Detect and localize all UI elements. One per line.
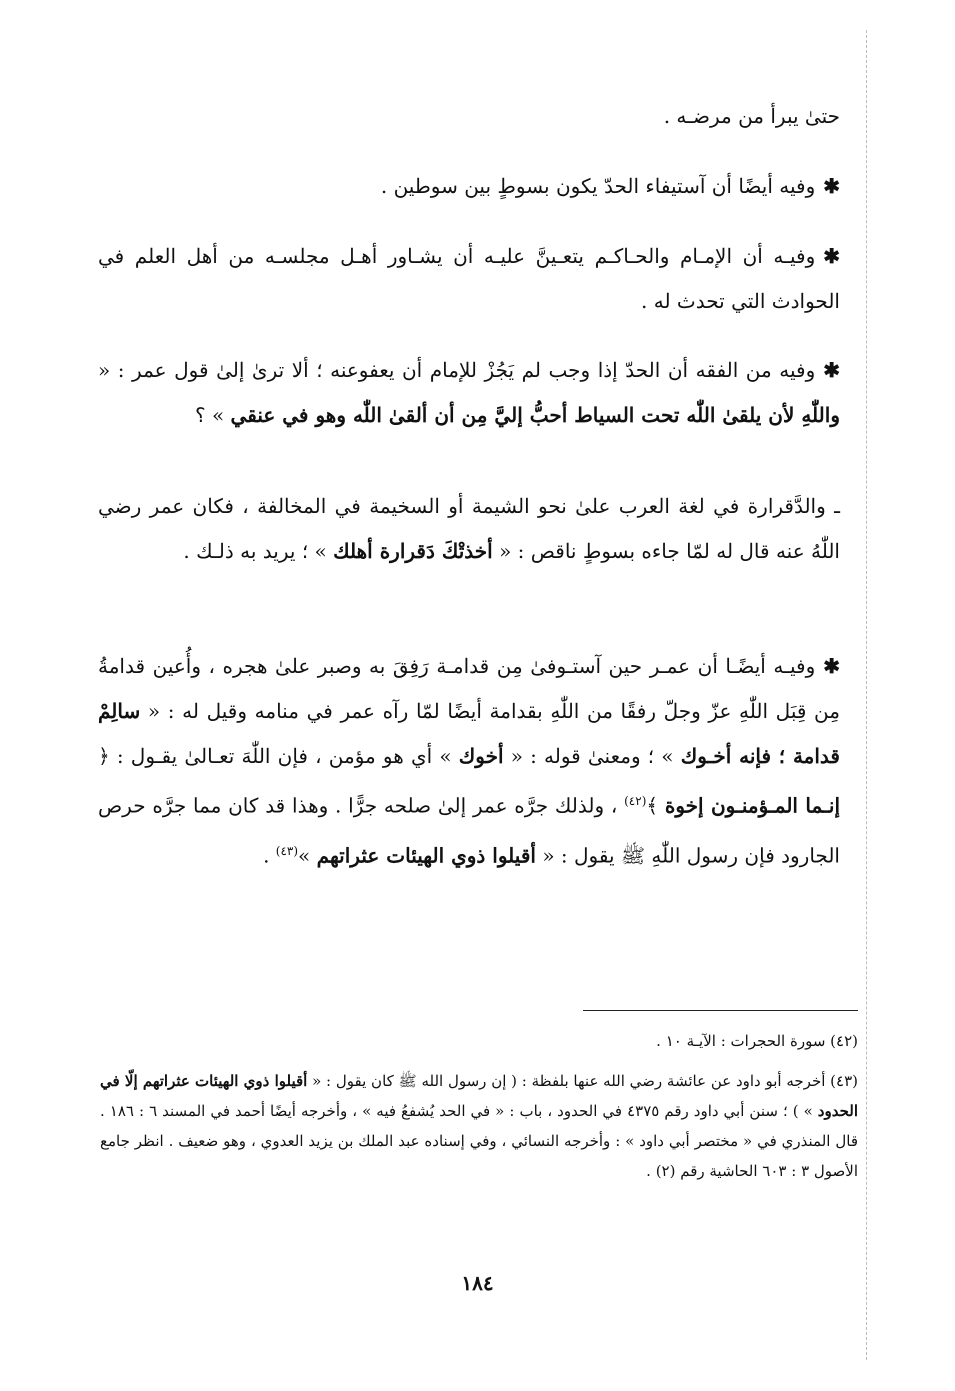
bullet-star-icon: ✱ <box>823 174 840 198</box>
paragraph-imam-consult: ✱وفيـه أن الإمـام والحـاكـم يتعـينَّ عليـه أن يشـاور أهـل مجلسـه من أهل العلم في الحوادث التي تحدث له . <box>98 244 840 313</box>
paragraph-qudama: ✱وفيـه أيضًـا أن عمـر حين آستـوفىٰ مِن قدامـة رَفِقَ به وصبر علىٰ هجره ، وأُعين قدامةُ مِن قِبَل اللّٰهِ عزّ وجلّ رفقًا من اللّٰهِ بقدامة أيضًا لمّا رآه عمر في منامه وقيل له : « سالِمْ قدامة ؛ فإنه أخـوك » ؛ ومعنىٰ قوله : « أخوك » أي هو مؤمن ، فإن اللّٰهَ تعـالىٰ يقـول : ﴿ إنـما المـؤمنـون إخوة ﴾$^{(٤٢)}$ ، ولذلك جرَّه عمر إلىٰ صلحه جرًّا . وهذا قد كان مما جرَّه حرص الجارود فإن رسول اللّٰهِ ﷺ يقول : « أقيلوا ذوي الهيئات عثراتهم »$^{(٤٣)}$ . <box>98 654 841 868</box>
paragraph-hadd-lashing: ✱وفيه أيضًا أن آستيفاء الحدّ يكون بسوطٍ بين سوطين . <box>380 174 840 198</box>
paragraph-daqrara: ـ والدَّقرارة في لغة العرب علىٰ نحو الشيمة أو السخيمة في المخالفة ، فكان عمر رضي اللّٰهُ عنه قال له لمّا جاءه بسوطٍ ناقص : « أخذتْكَ دَقرارة أهلك » ؛ يريد به ذلـك . <box>98 494 840 563</box>
quran-quote: إنـما المـؤمنـون إخوة <box>664 793 841 818</box>
footnote-ref-43: (٤٣) <box>275 843 299 858</box>
footnote-ref-42: (٤٢) <box>624 794 647 808</box>
paragraph-continuation: حتىٰ يبرأ من مرضـه . <box>663 104 840 128</box>
page-edge-divider <box>866 30 867 1360</box>
hadith-quote: أقيلوا ذوي الهيئات عثراتهم <box>316 843 536 868</box>
page-number: ١٨٤ <box>461 1271 494 1295</box>
footnote-42: (٤٢) سورة الحجرات : الآيـة ١٠ . <box>656 1032 858 1050</box>
bullet-star-icon: ✱ <box>823 358 840 382</box>
quote-daqrara: أخذتْكَ دَقرارة أهلك <box>333 539 493 563</box>
bullet-star-icon: ✱ <box>823 244 840 268</box>
bullet-star-icon: ✱ <box>823 654 840 678</box>
quote-umar: واللّٰهِ لأن يلقىٰ اللّٰه تحت السياط أحبُّ إليَّ مِن أن ألقىٰ اللّٰه وهو في عنقي <box>230 403 840 427</box>
footnote-43: (٤٣) أخرجه أبو داود عن عائشة رضي الله عنها بلفظة : ( إن رسول الله ﷺ كان يقول : « أقيلوا ذوي الهيئات عثراتهم إلّا في الحدود » ) ؛ سنن أبي داود رقم ٤٣٧٥ في الحدود ، باب : « في الحد يُشفعُ فيه » ، وأخرجه أيضًا أحمد في المسند ٦ : ١٨٦ . قال المنذري في « مختصر أبي داود » : وأخرجه النسائي ، وفي إسناده عبد الملك بن يزيد العدوي ، وهو ضعيف . انظر جامع الأصول ٣ : ٦٠٣ الحاشية رقم (٢) . <box>100 1072 859 1180</box>
footnote-separator <box>583 1010 858 1011</box>
paragraph-no-pardon: ✱وفيه من الفقه أن الحدّ إذا وجب لم يَجُزْ للإمام أن يعفوعنه ؛ ألا ترىٰ إلىٰ قول عمر : « واللّٰهِ لأن يلقىٰ اللّٰه تحت السياط أحبُّ إليَّ مِن أن ألقىٰ اللّٰه وهو في عنقي » ؟ <box>98 358 840 427</box>
